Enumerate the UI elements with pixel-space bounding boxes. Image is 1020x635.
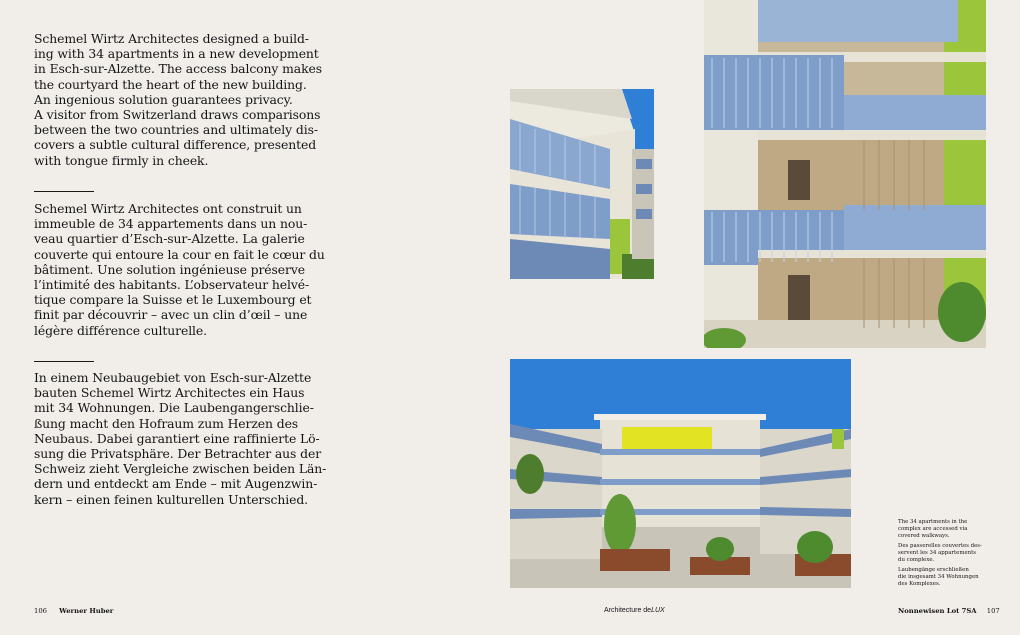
publication-title-suffix: LUX [651, 607, 665, 614]
intro-german-text: In einem Neubaugebiet von Esch-sur-Alzette bauten Schemel Wirtz Architectes ein Haus mit 34 Wohnungen. Die Laubengangerschlie- ßung macht den Hofraum zum Herzen des Neubaus. Dabei garantiert eine raffinierte Lö- sung die Privatsphäre. Der Betrachter aus der Schweiz zieht Vergleiche zwischen beiden Län- dern und entdeckt am Ende – mit Augenzwin- kern – einen feinen kulturellen Unterschied. [34, 370, 327, 507]
intro-french [34, 201, 334, 338]
footer-left [34, 607, 113, 615]
intro-english [34, 31, 334, 168]
page-number-right: 107 [986, 607, 1000, 615]
footer-center [604, 607, 665, 614]
footer-right [898, 607, 1000, 615]
intro-french-text: Schemel Wirtz Architectes ont construit un immeuble de 34 appartements dans un nou- veau quartier d’Esch-sur-Alzette. La galerie couverte qui entoure la cour en fait le cœur du bâtiment. Une solution ingénieuse préserve l’intimité des habitants. L’observateur helvé- tique compare la Suisse et le Luxembourg et finit par découvrir – avec un clin d’œil – une légère différence culturelle. [34, 201, 325, 338]
photo-facade-tall [704, 0, 986, 348]
photo-balconies-small [510, 89, 654, 279]
publication-title-prefix: Architecture de [604, 607, 652, 614]
intro-english-text: Schemel Wirtz Architectes designed a build- ing with 34 apartments in a new development in Esch-sur-Alzette. The access balcony makes the courtyard the heart of the new building. An ingenious solution guarantees privacy. A visitor from Switzerland draws comparisons between the two countries and ultimately dis- covers a subtle cultural difference, presented with tongue firmly in cheek. [34, 31, 322, 168]
divider-rule [34, 191, 94, 192]
project-title: Nonnewisen Lot 7SA [898, 607, 977, 615]
divider-rule [34, 361, 94, 362]
caption-english: The 34 apartments in the complex are accessed via covered walkways. [898, 519, 968, 539]
caption-french: Des passerelles couvertes des- servent les 34 appartements du complexe. [898, 543, 982, 563]
intro-german [34, 370, 334, 507]
photo-caption [898, 519, 990, 591]
caption-german: Laubengänge erschließen die insgesamt 34 Wohnungen des Komplexes. [898, 567, 979, 587]
page-number-left: 106 [34, 607, 47, 615]
photo-courtyard-wide [510, 359, 851, 588]
author-name: Werner Huber [59, 607, 114, 615]
